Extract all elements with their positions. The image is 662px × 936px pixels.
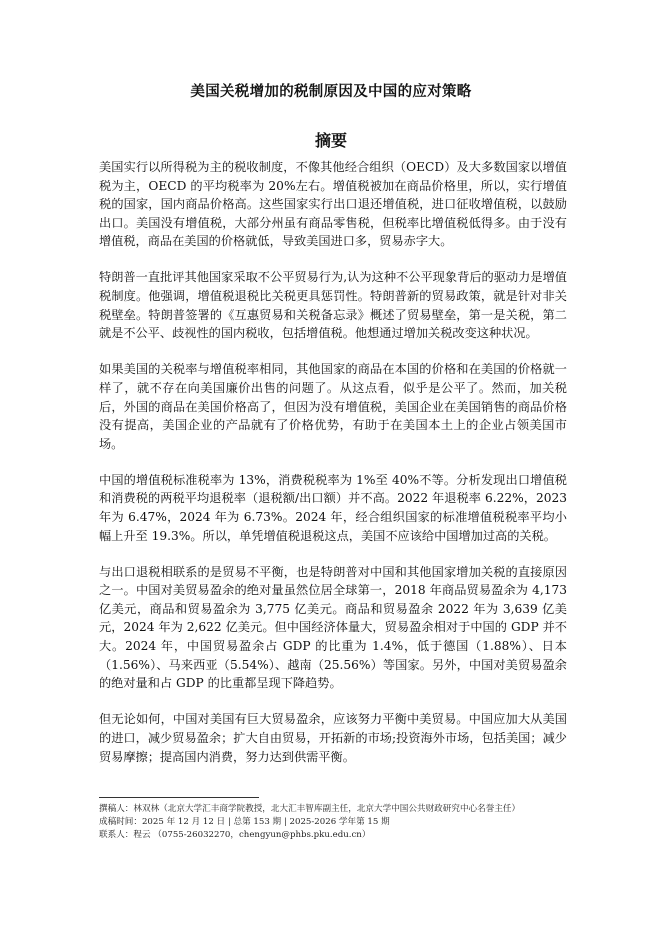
footnote-contact: 联系人：程云 （0755-26032270，chengyun@phbs.pku.edu.cn） [99, 830, 371, 840]
footnote-author: 撰稿人：林双林（北京大学汇丰商学院教授，北大汇丰智库副主任，北京大学中国公共财政研究中心名誉主任） [99, 804, 521, 814]
document-title: 美国关税增加的税制原因及中国的应对策略 [190, 83, 472, 100]
paragraph: 中国的增值税标准税率为 13%，消费税税率为 1%至 40%不等。分析发现出口增值税和消费税的两税平均退税率（退税额/出口额）并不高。2022 年退税率 6.22%，2023 年为 6.47%，2024 年为 6.73%。2024 年，经合组织国家的标准增值税税率平均小幅上升至 19.3%。所以，单凭增值税退税这点，美国不应该给中国增加过高的关税。 [99, 472, 567, 543]
footnotes [99, 797, 569, 842]
abstract-heading: 摘要 [314, 131, 347, 150]
footnote-divider [99, 797, 259, 798]
paragraph: 与出口退税相联系的是贸易不平衡，也是特朗普对中国和其他国家增加关税的直接原因之一。中国对美贸易盈余的绝对量虽然位居全球第一，2018 年商品贸易盈余为 4,173 亿美元，商品和贸易盈余为 3,775 亿美元。商品和贸易盈余 2022 年为 3,639 亿美元，2024 年为 2,622 亿美元。但中国经济体量大，贸易盈余相对于中国的 GDP 并不大。2024 年，中国贸易盈余占 GDP 的比重为 1.4%，低于德国（1.88%）、日本（1.56%）、马来西亚（5.54%）、越南（25.56%）等国家。另外，中国对美贸易盈余的绝对量和占 GDP 的比重都呈现下降趋势。 [99, 564, 567, 691]
footnote-date: 成稿时间：2025 年 12 月 12 日 | 总第 153 期 | 2025-2026 学年第 15 期 [99, 817, 390, 827]
paragraph: 但无论如何，中国对美国有巨大贸易盈余，应该努力平衡中美贸易。中国应加大从美国的进口，减少贸易盈余；扩大自由贸易，开拓新的市场;投资海外市场，包括美国；减少贸易摩擦；提高国内消费，努力达到供需平衡。 [99, 712, 567, 764]
paragraph: 如果美国的关税率与增值税率相同，其他国家的商品在本国的价格和在美国的价格就一样了，就不存在向美国廉价出售的问题了。从这点看，似乎是公平了。然而，加关税后，外国的商品在美国价格高了，但因为没有增值税，美国企业在美国销售的商品价格没有提高，美国企业的产品就有了价格优势，有助于在美国本土上的企业占领美国市场。 [99, 362, 567, 451]
abstract-body [99, 158, 567, 784]
paragraph: 特朗普一直批评其他国家采取不公平贸易行为,认为这种不公平现象背后的驱动力是增值税制度。他强调，增值税退税比关税更具惩罚性。特朗普新的贸易政策，就是针对非关税壁垒。特朗普签署的《互惠贸易和关税备忘录》概述了贸易壁垒，第一是关税，第二就是不公平、歧视性的国内税收，包括增值税。他想通过增加关税改变这种状况。 [99, 270, 567, 341]
paragraph: 美国实行以所得税为主的税收制度，不像其他经合组织（OECD）及大多数国家以增值税为主，OECD 的平均税率为 20%左右。增值税被加在商品价格里，所以，实行增值税的国家，国内商品价格高。这些国家实行出口退还增值税，进口征收增值税，以鼓励出口。美国没有增值税，大部分州虽有商品零售税，但税率比增值税低得多。由于没有增值税，商品在美国的价格就低，导致美国进口多，贸易赤字大。 [99, 160, 567, 249]
